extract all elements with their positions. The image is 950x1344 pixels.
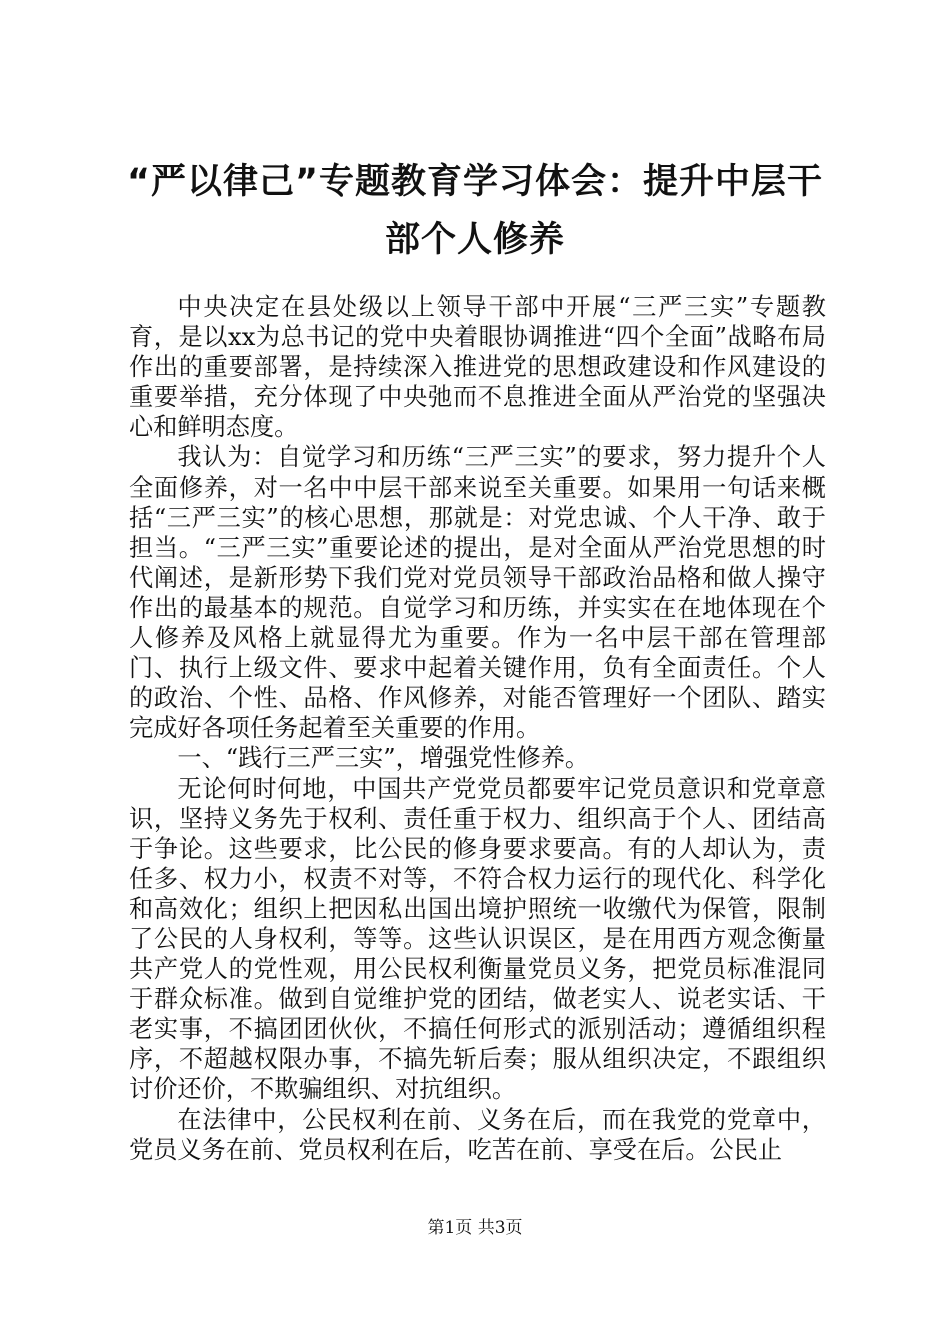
paragraph: 我认为：自觉学习和历练“三严三实”的要求，努力提升个人全面修养，对一名中中层干部来说至关重要。如果用一句话来概括“三严三实”的核心思想，那就是：对党忠诚、个人干净、敢于担当。“三严三实”重要论述的提出，是对全面从严治党思想的时代阐述，是新形势下我们党对党员领导干部政治品格和做人操守作出的最基本的规范。自觉学习和历练，并实实在在地体现在个人修养及风格上就显得尤为重要。作为一名中层干部在管理部门、执行上级文件、要求中起着关键作用，负有全面责任。个人的政治、个性、品格、作风修养，对能否管理好一个团队、踏实完成好各项任务起着至关重要的作用。 bbox=[129, 443, 826, 743]
document-title-line-1: “严以律己”专题教育学习体会：提升中层干 bbox=[126, 162, 823, 202]
paragraph: 在法律中，公民权利在前、义务在后，而在我党的党章中，党员义务在前、党员权利在后，吃苦在前、享受在后。公民止 bbox=[129, 1105, 826, 1164]
document-body bbox=[129, 292, 826, 1165]
document-title-line-2: 部个人修养 bbox=[384, 220, 565, 260]
section-heading: 一、“践行三严三实”，增强党性修养。 bbox=[177, 744, 590, 773]
paragraph: 无论何时何地，中国共产党党员都要牢记党员意识和党章意识，坚持义务先于权利、责任重于权力、组织高于个人、团结高于争论。这些要求，比公民的修身要求要高。有的人却认为，责任多、权力小，权责不对等，不符合权力运行的现代化、科学化和高效化；组织上把因私出国出境护照统一收缴代为保管，限制了公民的人身权利，等等。这些认识误区，是在用西方观念衡量共产党人的党性观，用公民权利衡量党员义务，把党员标准混同于群众标准。做到自觉维护党的团结，做老实人、说老实话、干老实事，不搞团团伙伙，不搞任何形式的派别活动；遵循组织程序，不超越权限办事，不搞先斩后奏；服从组织决定，不跟组织讨价还价，不欺骗组织、对抗组织。 bbox=[129, 774, 826, 1104]
page-footer: 第1页 共3页 bbox=[427, 1218, 523, 1238]
paragraph: 中央决定在县处级以上领导干部中开展“三严三实”专题教育，是以xx为总书记的党中央着眼协调推进“四个全面”战略布局作出的重要部署，是持续深入推进党的思想政建设和作风建设的重要举措，充分体现了中央弛而不息推进全面从严治党的坚强决心和鲜明态度。 bbox=[129, 293, 826, 442]
